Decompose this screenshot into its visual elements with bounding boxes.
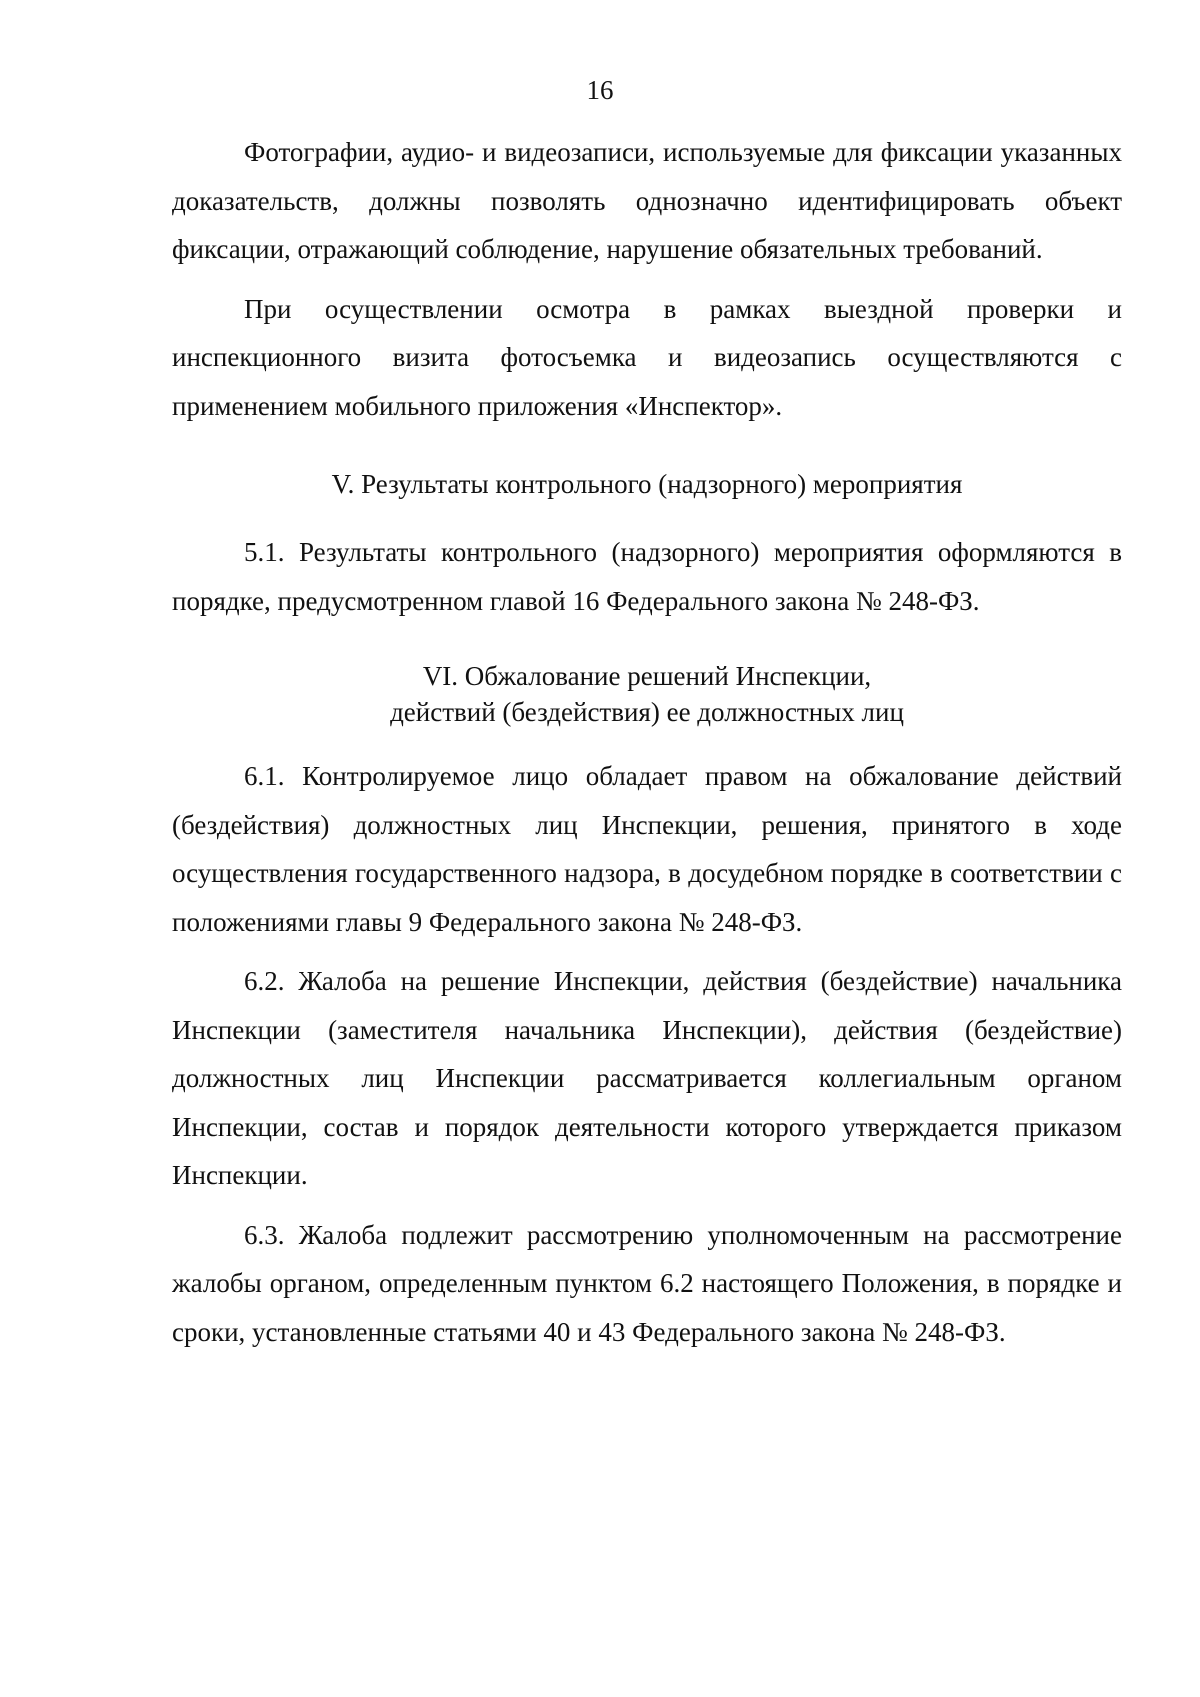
- paragraph-6-3: 6.3. Жалоба подлежит рассмотрению уполномоченным на рассмотрение жалобы органом, определенным пунктом 6.2 настоящего Положения, в порядке и сроки, установленные статьями 40 и 43 Федерального закона № 248-ФЗ.: [172, 1219, 1122, 1347]
- paragraph-inspector-app: При осуществлении осмотра в рамках выездной проверки и инспекционного визита фотосъемка и видеозапись осуществляются с применением мобильного приложения «Инспектор».: [172, 293, 1122, 421]
- paragraph-5-1: 5.1. Результаты контрольного (надзорного) мероприятия оформляются в порядке, предусмотренном главой 16 Федерального закона № 248-ФЗ.: [172, 537, 1122, 616]
- paragraph-photo-video-evidence: Фотографии, аудио- и видеозаписи, используемые для фиксации указанных доказательств, должны позволять однозначно идентифицировать объект фиксации, отражающий соблюдение, нарушение обязательных требований.: [172, 137, 1122, 264]
- paragraph-6-1: 6.1. Контролируемое лицо обладает правом на обжалование действий (бездействия) должностных лиц Инспекции, решения, принятого в ходе осуществления государственного надзора, в досудебном порядке в соответствии с положениями главы 9 Федерального закона № 248-ФЗ.: [172, 761, 1122, 937]
- section-6-heading-line-2: действий (бездействия) ее должностных лиц: [390, 697, 904, 727]
- page-number: 16: [586, 75, 614, 105]
- document-body: [172, 128, 1122, 1356]
- paragraph-6-2: 6.2. Жалоба на решение Инспекции, действия (бездействие) начальника Инспекции (заместителя начальника Инспекции), действия (бездействие) должностных лиц Инспекции рассматривается коллегиальным органом Инспекции, состав и порядок деятельности которого утверждается приказом Инспекции.: [172, 966, 1122, 1190]
- section-6-heading: [172, 658, 1122, 730]
- section-6-heading-line-1: VI. Обжалование решений Инспекции,: [422, 661, 872, 691]
- section-5-heading: V. Результаты контрольного (надзорного) мероприятия: [331, 469, 963, 499]
